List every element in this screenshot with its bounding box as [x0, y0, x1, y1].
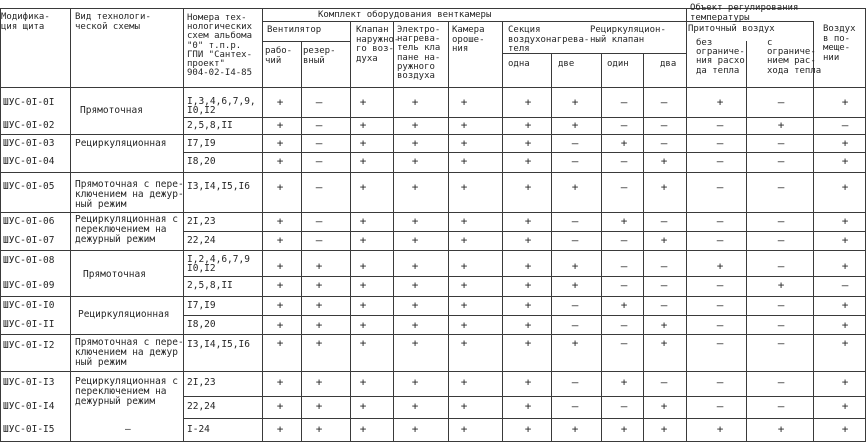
- column-line-9: [502, 21, 503, 441]
- sign-cell: +: [411, 118, 419, 132]
- scheme-block-separator-4: [70, 250, 183, 251]
- sign-cell: –: [660, 298, 668, 312]
- sign-cell: +: [359, 336, 367, 350]
- sign-cell: +: [276, 422, 284, 436]
- sign-cell: +: [524, 298, 532, 312]
- sign-cell: –: [777, 399, 785, 413]
- sign-cell: +: [276, 154, 284, 168]
- column-line-15: [813, 21, 814, 441]
- sign-cell: +: [460, 154, 468, 168]
- sign-cell: +: [524, 214, 532, 228]
- column-line-8: [448, 21, 449, 441]
- header-outdoor-valve: Клапан наружно- го воз- духа: [356, 25, 400, 64]
- sign-cell: +: [460, 298, 468, 312]
- sign-cell: –: [777, 180, 785, 194]
- sign-cell: +: [841, 318, 849, 332]
- sign-cell: +: [315, 375, 323, 389]
- sign-cell: +: [841, 233, 849, 247]
- sign-cell: +: [460, 95, 468, 109]
- sign-cell: –: [620, 154, 628, 168]
- album-row-15: I-24: [187, 424, 210, 435]
- sign-cell: +: [524, 422, 532, 436]
- mod-code-03: ШУС-0I-03: [3, 138, 55, 149]
- sign-cell: +: [620, 422, 628, 436]
- sign-cell: –: [777, 154, 785, 168]
- sign-cell: –: [777, 136, 785, 150]
- sign-cell: –: [660, 214, 668, 228]
- sign-cell: –: [716, 298, 724, 312]
- sign-cell: +: [524, 399, 532, 413]
- scheme-block-separator-2: [70, 172, 183, 173]
- sign-cell: –: [315, 154, 323, 168]
- scheme-type-4: Рециркуляционная с переключением на дежурный режим: [75, 214, 178, 245]
- sign-cell: +: [411, 422, 419, 436]
- sign-cell: +: [571, 95, 579, 109]
- sign-cell: +: [276, 118, 284, 132]
- album-row-08: I,2,4,6,7,9 I0,I2: [187, 254, 250, 274]
- sign-cell: +: [524, 233, 532, 247]
- sign-cell: –: [660, 95, 668, 109]
- header-recirc-valve: Рециркуляцион- ный клапан: [590, 25, 666, 45]
- header-electric-heater: Электро- нагрева- тель кла пане на- ружного воздуха: [397, 25, 441, 82]
- scheme-type-2: Рециркуляционная: [75, 138, 167, 149]
- sign-cell: +: [620, 375, 628, 389]
- column-line-2: [70, 8, 71, 441]
- sign-cell: +: [276, 278, 284, 292]
- sign-cell: –: [315, 214, 323, 228]
- sign-cell: –: [716, 180, 724, 194]
- sign-cell: –: [571, 233, 579, 247]
- sign-cell: +: [359, 233, 367, 247]
- album-row-13: 2I,23: [187, 377, 216, 388]
- sign-cell: +: [620, 298, 628, 312]
- sign-cell: –: [777, 233, 785, 247]
- sign-cell: +: [315, 336, 323, 350]
- header-heater-two: две: [558, 59, 575, 69]
- sign-cell: +: [571, 278, 579, 292]
- header-irrigation-chamber: Камера ороше- ния: [452, 25, 485, 54]
- sign-cell: +: [841, 375, 849, 389]
- album-row-12: I3,I4,I5,I6: [187, 339, 250, 350]
- sign-cell: +: [460, 399, 468, 413]
- sign-cell: +: [276, 233, 284, 247]
- sign-cell: –: [660, 118, 668, 132]
- sign-cell: +: [460, 278, 468, 292]
- header-equipment-set: Комплект оборудования венткамеры: [318, 10, 492, 20]
- row-separator-14: [183, 418, 866, 419]
- album-row-10: I7,I9: [187, 300, 216, 311]
- sign-cell: –: [716, 214, 724, 228]
- sign-cell: –: [620, 318, 628, 332]
- sign-cell: +: [460, 180, 468, 194]
- mod-code-10: ШУС-0I-I0: [3, 300, 55, 311]
- sign-cell: +: [841, 154, 849, 168]
- sign-cell: +: [524, 336, 532, 350]
- sign-cell: +: [660, 233, 668, 247]
- sign-cell: +: [359, 214, 367, 228]
- sign-cell: +: [276, 318, 284, 332]
- header-modification: Модифика- ция щита: [1, 12, 50, 32]
- header-scheme-type: Вид технологи- ческой схемы: [75, 12, 151, 32]
- sign-cell: +: [315, 399, 323, 413]
- sign-cell: –: [716, 399, 724, 413]
- mod-code-04: ШУС-0I-04: [3, 156, 55, 167]
- sign-cell: +: [777, 278, 785, 292]
- sign-cell: +: [411, 95, 419, 109]
- sign-cell: +: [524, 118, 532, 132]
- header-bottom-border: [0, 87, 866, 88]
- mod-code-07: ШУС-0I-07: [3, 235, 55, 246]
- sign-cell: +: [411, 180, 419, 194]
- sign-cell: +: [359, 399, 367, 413]
- sign-cell: +: [276, 375, 284, 389]
- sign-cell: –: [777, 214, 785, 228]
- sign-cell: –: [660, 136, 668, 150]
- album-row-05: I3,I4,I5,I6: [187, 181, 250, 192]
- album-row-07: 22,24: [187, 235, 216, 246]
- sign-cell: +: [359, 154, 367, 168]
- column-line-11: [601, 53, 602, 441]
- sign-cell: –: [620, 399, 628, 413]
- sign-cell: +: [841, 136, 849, 150]
- sign-cell: –: [716, 375, 724, 389]
- sign-cell: –: [315, 180, 323, 194]
- sign-cell: +: [411, 318, 419, 332]
- sign-cell: +: [359, 278, 367, 292]
- header-supply-air: Приточный воздух: [688, 24, 775, 34]
- header-fan: Вентилятор: [267, 25, 322, 35]
- mod-code-12: ШУС-0I-I2: [3, 340, 55, 351]
- sign-cell: –: [660, 278, 668, 292]
- sign-cell: +: [411, 336, 419, 350]
- row-separator-6: [183, 231, 866, 232]
- sign-cell: +: [411, 214, 419, 228]
- mod-code-02: ШУС-0I-02: [3, 120, 55, 131]
- sign-cell: +: [841, 422, 849, 436]
- scheme-type-9: –: [125, 424, 131, 435]
- sign-cell: +: [660, 154, 668, 168]
- header-equipment-underline: [262, 21, 686, 22]
- sign-cell: –: [716, 336, 724, 350]
- sign-cell: –: [716, 118, 724, 132]
- row-separator-10: [183, 315, 866, 316]
- sign-cell: +: [716, 422, 724, 436]
- header-fan-working: рабо- чий: [265, 46, 293, 66]
- column-line-14: [746, 41, 747, 441]
- sign-cell: +: [276, 180, 284, 194]
- header-album-numbers: Номера тех- нологических схем альбома "0" т.п.р. ГПИ "Сантех- проект" 904-02-I4-85: [187, 13, 253, 79]
- sign-cell: +: [460, 259, 468, 273]
- sign-cell: +: [411, 298, 419, 312]
- scheme-block-separator-1: [70, 134, 183, 135]
- column-line-4: [262, 8, 263, 441]
- sign-cell: –: [716, 136, 724, 150]
- mod-code-09: ШУС-0I-09: [3, 280, 55, 291]
- sign-cell: +: [315, 278, 323, 292]
- sign-cell: +: [524, 278, 532, 292]
- sign-cell: +: [460, 136, 468, 150]
- sign-cell: +: [660, 422, 668, 436]
- header-no-heat-limit: без ограниче- ния расхо да тепла: [696, 38, 745, 76]
- sign-cell: –: [716, 318, 724, 332]
- sign-cell: +: [411, 399, 419, 413]
- album-row-04: I8,20: [187, 156, 216, 167]
- sign-cell: –: [315, 95, 323, 109]
- sign-cell: +: [276, 336, 284, 350]
- sign-cell: –: [841, 278, 849, 292]
- mod-code-15: ШУС-0I-I5: [3, 424, 55, 435]
- sign-cell: +: [460, 118, 468, 132]
- mod-code-08: ШУС-0I-08: [3, 255, 55, 266]
- sign-cell: +: [315, 422, 323, 436]
- column-line-5: [301, 41, 302, 441]
- sign-cell: +: [359, 259, 367, 273]
- sign-cell: –: [620, 336, 628, 350]
- row-separator-3: [183, 152, 866, 153]
- mod-code-05: ШУС-0I-05: [3, 181, 55, 192]
- mod-code-11: ШУС-0I-II: [3, 319, 55, 330]
- header-recirc-one: один: [607, 59, 629, 69]
- sign-cell: –: [315, 233, 323, 247]
- row-separator-8: [183, 276, 866, 277]
- sign-cell: –: [777, 336, 785, 350]
- sign-cell: +: [620, 136, 628, 150]
- sign-cell: –: [716, 233, 724, 247]
- sign-cell: –: [660, 375, 668, 389]
- sign-cell: +: [411, 154, 419, 168]
- sign-cell: +: [660, 318, 668, 332]
- sign-cell: +: [841, 399, 849, 413]
- header-fan-underline: [262, 41, 350, 42]
- sign-cell: +: [359, 136, 367, 150]
- column-line-6: [350, 21, 351, 441]
- sign-cell: –: [620, 95, 628, 109]
- sign-cell: +: [841, 214, 849, 228]
- sign-cell: +: [571, 180, 579, 194]
- header-recirc-two: два: [660, 59, 677, 69]
- sign-cell: +: [660, 399, 668, 413]
- sign-cell: –: [620, 180, 628, 194]
- sign-cell: +: [660, 336, 668, 350]
- sign-cell: +: [524, 318, 532, 332]
- sign-cell: –: [571, 318, 579, 332]
- sign-cell: +: [716, 259, 724, 273]
- sign-cell: +: [359, 422, 367, 436]
- sign-cell: –: [571, 136, 579, 150]
- sign-cell: +: [315, 298, 323, 312]
- sign-cell: +: [524, 180, 532, 194]
- sign-cell: +: [571, 336, 579, 350]
- sign-cell: +: [411, 136, 419, 150]
- sign-cell: +: [276, 298, 284, 312]
- table-bottom-border: [0, 441, 866, 442]
- album-row-06: 2I,23: [187, 216, 216, 227]
- header-room-air: Воздух в по- меще- нии: [823, 24, 856, 63]
- sign-cell: –: [571, 375, 579, 389]
- sign-cell: +: [571, 118, 579, 132]
- sign-cell: –: [777, 95, 785, 109]
- sign-cell: –: [571, 214, 579, 228]
- column-line-13: [686, 8, 687, 441]
- row-separator-13: [183, 396, 866, 397]
- sign-cell: +: [524, 154, 532, 168]
- sign-cell: –: [571, 399, 579, 413]
- sign-cell: –: [660, 259, 668, 273]
- sign-cell: +: [460, 336, 468, 350]
- sign-cell: +: [841, 95, 849, 109]
- sign-cell: +: [276, 136, 284, 150]
- sign-cell: +: [276, 259, 284, 273]
- sign-cell: +: [359, 118, 367, 132]
- sign-cell: +: [460, 233, 468, 247]
- header-air-heater-section: Секция воздухонагрева- теля: [508, 25, 590, 54]
- scheme-type-3: Прямоточная с пере- ключением на дежур- ный режим: [75, 179, 184, 210]
- header-heater-one: одна: [508, 59, 530, 69]
- sign-cell: –: [777, 318, 785, 332]
- scheme-block-separator-7: [70, 371, 183, 372]
- mod-code-13: ШУС-0I-I3: [3, 377, 55, 388]
- column-line-7: [393, 21, 394, 441]
- sign-cell: +: [359, 95, 367, 109]
- album-row-02: 2,5,8,II: [187, 120, 233, 131]
- sign-cell: –: [777, 375, 785, 389]
- album-row-09: 2,5,8,II: [187, 280, 233, 291]
- header-fan-reserve: резер- вный: [303, 46, 336, 66]
- sign-cell: +: [716, 95, 724, 109]
- sign-cell: –: [841, 118, 849, 132]
- sign-cell: –: [620, 278, 628, 292]
- album-row-11: I8,20: [187, 319, 216, 330]
- column-line-3: [183, 8, 184, 441]
- sign-cell: –: [571, 154, 579, 168]
- sign-cell: +: [777, 422, 785, 436]
- sign-cell: +: [524, 95, 532, 109]
- sign-cell: +: [411, 375, 419, 389]
- sign-cell: +: [276, 399, 284, 413]
- column-line-12: [643, 53, 644, 441]
- header-temperature-object: Объект регулирования температуры: [690, 3, 799, 23]
- mod-code-06: ШУС-0I-06: [3, 216, 55, 227]
- sign-cell: +: [359, 298, 367, 312]
- sign-cell: –: [620, 233, 628, 247]
- sign-cell: –: [620, 259, 628, 273]
- sign-cell: +: [411, 233, 419, 247]
- sign-cell: +: [841, 259, 849, 273]
- sign-cell: +: [524, 259, 532, 273]
- album-row-01: I,3,4,6,7,9, I0,I2: [187, 96, 256, 116]
- sign-cell: +: [571, 422, 579, 436]
- album-row-14: 22,24: [187, 401, 216, 412]
- sign-cell: +: [315, 259, 323, 273]
- sign-cell: +: [777, 118, 785, 132]
- scheme-type-7: Прямоточная с пере- ключением на дежур ный режим: [75, 337, 184, 368]
- sign-cell: +: [571, 259, 579, 273]
- scheme-type-5: Прямоточная: [83, 269, 146, 280]
- sign-cell: +: [620, 214, 628, 228]
- sign-cell: –: [571, 298, 579, 312]
- sign-cell: +: [460, 214, 468, 228]
- sign-cell: +: [841, 180, 849, 194]
- sign-cell: +: [315, 318, 323, 332]
- sign-cell: +: [411, 259, 419, 273]
- sign-cell: +: [460, 318, 468, 332]
- sign-cell: +: [359, 318, 367, 332]
- sign-cell: +: [841, 298, 849, 312]
- mod-code-01: ШУС-0I-0I: [3, 97, 55, 108]
- sign-cell: –: [716, 278, 724, 292]
- sign-cell: –: [777, 259, 785, 273]
- scheme-type-1: Прямоточная: [80, 105, 143, 116]
- scheme-block-separator-3: [70, 212, 183, 213]
- sign-cell: +: [460, 422, 468, 436]
- sign-cell: –: [315, 136, 323, 150]
- scheme-block-separator-5: [70, 296, 183, 297]
- sign-cell: –: [620, 118, 628, 132]
- sign-cell: +: [276, 214, 284, 228]
- column-line-10: [551, 53, 552, 441]
- header-with-heat-limit: с ограниче- нием рас- хода тепла: [767, 38, 822, 76]
- sign-cell: +: [460, 375, 468, 389]
- sign-cell: –: [315, 118, 323, 132]
- sign-cell: +: [524, 136, 532, 150]
- mod-code-14: ШУС-0I-I4: [3, 401, 55, 412]
- album-row-03: I7,I9: [187, 138, 216, 149]
- scheme-type-6: Рециркуляционная: [78, 309, 170, 320]
- sign-cell: –: [716, 154, 724, 168]
- sign-cell: +: [660, 180, 668, 194]
- scheme-block-separator-6: [70, 334, 183, 335]
- sign-cell: –: [777, 298, 785, 312]
- sign-cell: +: [359, 180, 367, 194]
- sign-cell: +: [276, 95, 284, 109]
- scheme-type-8: Рециркуляционная с переключением на дежурный режим: [75, 376, 178, 407]
- column-line-1: [0, 8, 1, 441]
- sign-cell: +: [841, 336, 849, 350]
- sign-cell: +: [411, 278, 419, 292]
- sign-cell: +: [359, 375, 367, 389]
- sign-cell: +: [524, 375, 532, 389]
